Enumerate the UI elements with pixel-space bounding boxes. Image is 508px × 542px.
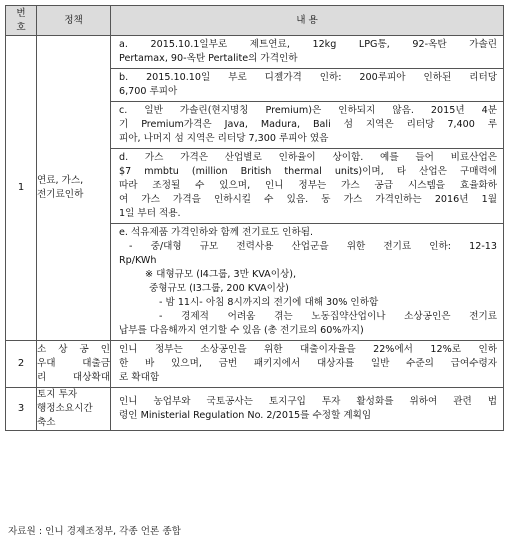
content-line: - 중/대형 규모 전력사용 산업군을 위한 전기료 인하: 12-13 xyxy=(129,241,497,252)
content-item-e xyxy=(111,224,503,340)
content-line: c. 일반 가솔린(현지명칭 Premium)은 인하되지 않음. 2015년 4분 xyxy=(119,105,497,116)
content-line: - 경제적 어려움 겪는 노동집약산업이나 소상공인은 전기료 xyxy=(159,311,497,322)
policy-cell xyxy=(37,388,111,431)
content-text xyxy=(111,341,503,387)
content-cell xyxy=(111,388,504,431)
row-number: 3 xyxy=(6,388,37,431)
content-text xyxy=(111,393,503,425)
row-number: 1 xyxy=(6,36,37,341)
content-item-a xyxy=(111,36,503,69)
content-item-b xyxy=(111,69,503,102)
content-line: $7 mmbtu (million British thermal units)이며, 타 산업은 구매력에 xyxy=(119,166,497,177)
policy-cell xyxy=(37,341,111,388)
content-line: d. 가스 가격은 산업별로 인하율이 상이함. 예를 들어 비료산업은 xyxy=(119,152,497,163)
policy-line: 행정소요시간 xyxy=(37,403,93,414)
content-line: 납부를 다음해까지 연기할 수 있음 (총 전기료의 60%까지) xyxy=(119,325,364,336)
row-number: 2 xyxy=(6,341,37,388)
content-line: - 밤 11시- 아침 8시까지의 전기에 대해 30% 인하함 xyxy=(159,297,379,308)
table-row xyxy=(6,388,504,431)
content-line: 여 가스 가격을 인하시킬 수 있음. 동 가스 가격인하는 2016년 1월 xyxy=(119,194,497,205)
content-line: 령인 Ministerial Regulation No. 2/2015를 수정할 계획임 xyxy=(119,410,372,421)
header-number xyxy=(6,6,37,36)
content-line: 1일 부터 적용. xyxy=(119,208,181,219)
content-line: ※ 대형규모 (I4그룹, 3만 KVA이상), xyxy=(145,269,297,280)
content-line: 중형규모 (I3그룹, 200 KVA이상) xyxy=(149,283,289,294)
source-note: 자료원 : 인니 경제조정부, 각종 언론 종합 xyxy=(8,526,181,537)
content-item-d xyxy=(111,149,503,224)
content-item-c xyxy=(111,102,503,149)
content-line: e. 석유제품 가격인하와 함께 전기료도 인하됨. xyxy=(119,227,314,238)
table-row xyxy=(6,341,504,388)
policy-line: 리 대상확대 xyxy=(37,372,110,383)
header-row xyxy=(6,6,504,36)
policy-line: 전기료인하 xyxy=(37,189,84,200)
table-row xyxy=(6,36,504,341)
content-line: 6,700 루피아 xyxy=(119,86,178,97)
content-line: Rp/KWh xyxy=(119,255,157,266)
policy-table xyxy=(5,5,504,431)
content-line: 피아, 나머지 섬 지역은 리터당 7,300 루피아 였음 xyxy=(119,133,329,144)
content-line: 로 확대함 xyxy=(119,372,160,383)
content-line: 인니 농업부와 국토공사는 토지구입 투자 활성화를 위하여 관련 법 xyxy=(119,396,497,407)
header-number-top: 번 xyxy=(16,7,26,19)
policy-line: 우대 대출금 xyxy=(37,358,110,369)
content-line: 한 바 있으며, 금번 패키지에서 대상자를 일반 수준의 급여수령자 xyxy=(119,358,497,369)
content-cell xyxy=(111,341,504,388)
content-line: 인니 정부는 소상공인을 위한 대출이자율을 22%에서 12%로 인하 xyxy=(119,344,497,355)
content-line: 따라 조정될 수 있으며, 인니 정부는 가스 공급 시스템을 효율화하 xyxy=(119,180,497,191)
policy-line: 연료, 가스, xyxy=(37,175,84,186)
content-line: b. 2015.10.10일 부로 디젤가격 인하: 200루피아 인하된 리터당 xyxy=(119,72,497,83)
policy-cell xyxy=(37,36,111,341)
policy-line: 축소 xyxy=(37,417,56,428)
content-cell xyxy=(111,36,504,341)
policy-line: 소 상 공 인 xyxy=(37,344,110,355)
content-line: a. 2015.10.1일부로 제트연료, 12kg LPG통, 92-옥탄 가솔린 xyxy=(119,39,497,50)
content-line: 기 Premium가격은 Java, Madura, Bali 섬 지역은 리터당 7,400 루 xyxy=(119,119,497,130)
content-line: Pertamax, 90-옥탄 Pertalite의 가격인하 xyxy=(119,53,298,64)
policy-line: 토지 투자 xyxy=(37,389,78,400)
header-policy: 정책 xyxy=(37,6,111,36)
header-content: 내 용 xyxy=(111,6,504,36)
header-number-bottom: 호 xyxy=(16,21,26,33)
